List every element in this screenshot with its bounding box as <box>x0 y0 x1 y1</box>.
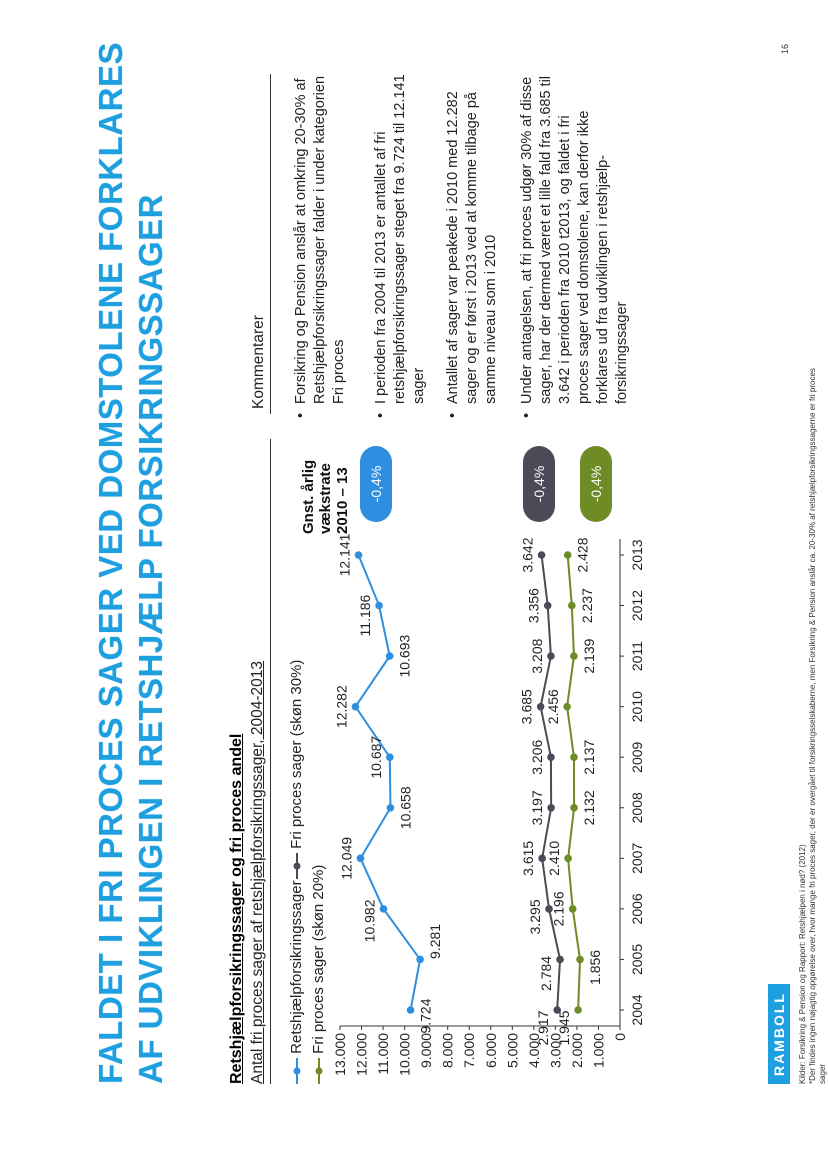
data-label: 2.137 <box>580 739 597 775</box>
y-tick-label: 9.000 <box>418 1033 435 1069</box>
x-tick-label: 2006 <box>629 893 645 925</box>
x-tick-label: 2009 <box>629 741 645 773</box>
growth-header: Gnst. årlig vækstrate 2010 – 13 <box>300 459 351 534</box>
data-point <box>574 1006 582 1014</box>
slide-title-line2: AF UDVIKLINGEN I RETSHJÆLP FORSIKRINGSSAGER <box>132 194 169 1084</box>
data-point <box>563 703 571 711</box>
legend-label-fri20: Fri proces sager (skøn 20%) <box>310 864 327 1054</box>
data-label: 2.139 <box>580 638 597 674</box>
footnote-note-end: sager <box>818 1063 827 1084</box>
growth-pill-fri20 <box>580 446 612 522</box>
page-number: 16 <box>780 43 790 54</box>
legend-marker-blue <box>291 1058 303 1084</box>
data-label: 3.197 <box>529 790 546 826</box>
data-label: 12.141 <box>336 533 353 577</box>
data-point <box>355 551 363 559</box>
data-label: 2.428 <box>574 537 591 573</box>
section-title: Retshjælpforsikringssager og fri proces andel <box>228 733 245 1084</box>
comment-1: • Forsikring og Pension anslår at omkring 20-30% af Retshjælpforsikringssager falder i under kategorien Fri proces <box>292 74 349 404</box>
data-label: 3.642 <box>519 537 536 573</box>
data-label: 12.049 <box>338 836 355 880</box>
data-label: 9.281 <box>427 923 444 959</box>
growth-value-fri30: -0,4% <box>531 465 547 503</box>
data-point <box>569 905 577 913</box>
x-tick-label: 2011 <box>629 641 645 672</box>
y-tick-label: 10.000 <box>396 1033 413 1076</box>
data-point <box>537 703 545 711</box>
data-point <box>547 753 555 761</box>
data-point <box>538 855 546 863</box>
data-label: 10.658 <box>397 786 414 830</box>
legend-label-retshjaelp: Retshjælpforsikringssager <box>288 880 305 1054</box>
data-label: 2.132 <box>581 790 598 826</box>
data-point <box>556 956 564 964</box>
data-label: 3.206 <box>528 739 545 775</box>
data-label: 2.917 <box>535 1010 552 1046</box>
data-label: 10.693 <box>396 634 413 678</box>
chart-subtitle: Antal fri proces sager af retshjælpforsikringssager, 2004-2013 <box>249 660 266 1084</box>
legend-marker-green <box>313 1058 325 1084</box>
data-point <box>544 602 552 610</box>
y-tick-label: 4.000 <box>525 1033 542 1069</box>
y-tick-label: 1.000 <box>590 1033 607 1069</box>
legend-item-retshjaelp <box>288 880 305 1084</box>
data-point <box>576 956 584 964</box>
y-tick-label: 2.000 <box>568 1033 585 1069</box>
data-label: 3.356 <box>525 588 542 624</box>
data-label: 11.186 <box>357 594 374 637</box>
slide-title-line1: FALDET I FRI PROCES SAGER VED DOMSTOLENE FORKLARES <box>92 42 129 1084</box>
legend-marker-dark <box>291 853 303 879</box>
data-label: 1.856 <box>587 949 604 985</box>
data-point <box>547 804 555 812</box>
growth-value-retshjaelp: -0,4% <box>368 465 384 503</box>
chart-rule <box>270 439 271 1084</box>
legend-label-fri30: Fri proces sager (skøn 30%) <box>288 659 305 849</box>
y-tick-label: 3.000 <box>547 1033 564 1069</box>
data-label: 1.945 <box>556 1010 573 1046</box>
line-chart <box>330 524 660 1084</box>
y-tick-label: 0 <box>612 1033 628 1041</box>
growth-pill-fri30 <box>523 446 555 522</box>
data-label: 2.196 <box>550 891 567 927</box>
data-point <box>352 703 360 711</box>
data-label: 10.982 <box>361 899 378 943</box>
x-tick-label: 2005 <box>629 943 645 976</box>
data-point <box>570 753 578 761</box>
data-point <box>564 551 572 559</box>
growth-value-fri20: -0,4% <box>588 465 604 503</box>
series-line-3 <box>567 555 580 1010</box>
x-tick-label: 2013 <box>629 539 645 571</box>
x-tick-label: 2004 <box>629 994 645 1026</box>
data-label: 2.237 <box>578 588 595 624</box>
comment-4: • Under antagelsen, at fri proces udgør 30% af disse sager, har der dermed været et lille fald fra 3.685 til 3.642 i perioden fra 2010 t2013, og faldet i fri proces sager ved domstolene, kan derfor ikke forklares ud fra udviklingen i retshjælp-forsikringssager <box>518 74 632 404</box>
footnote-source: Kilder: Forsikring & Pension og Rapport: Retshjælpen i nød? (2012) <box>798 844 807 1084</box>
y-tick-label: 8.000 <box>439 1033 456 1069</box>
data-point <box>387 804 395 812</box>
data-label: 3.685 <box>518 689 535 725</box>
y-tick-label: 12.000 <box>353 1033 370 1076</box>
data-point <box>538 551 546 559</box>
data-label: 2.410 <box>546 840 563 876</box>
comment-3: • Antallet af sager var peakede i 2010 med 12.282 sager og er først i 2013 ved at komme tilbage på samme niveau som i 2010 <box>444 74 501 404</box>
y-tick-label: 6.000 <box>482 1033 499 1069</box>
data-point <box>386 652 394 660</box>
data-point <box>570 652 578 660</box>
data-label: 2.784 <box>538 955 555 991</box>
data-label: 12.282 <box>333 685 350 729</box>
data-point <box>380 905 388 913</box>
x-tick-label: 2012 <box>629 589 645 622</box>
data-point <box>564 855 572 863</box>
data-point <box>375 602 383 610</box>
data-point <box>570 804 578 812</box>
x-tick-label: 2010 <box>629 691 645 723</box>
data-point <box>357 855 365 863</box>
growth-pill-retshjaelp <box>360 446 392 522</box>
y-tick-label: 13.000 <box>332 1033 348 1076</box>
data-label: 9.724 <box>417 998 434 1034</box>
y-tick-label: 7.000 <box>461 1033 478 1069</box>
comments-rule <box>270 74 271 414</box>
legend-item-fri20 <box>310 865 327 1084</box>
data-label: 3.615 <box>520 840 537 876</box>
comments-header: Kommentarer <box>250 315 267 409</box>
data-label: 3.295 <box>527 899 544 935</box>
data-point <box>407 1006 415 1014</box>
series-line-2 <box>541 555 563 1010</box>
y-tick-label: 5.000 <box>504 1033 521 1069</box>
y-tick-label: 11.000 <box>375 1033 392 1075</box>
data-point <box>547 652 555 660</box>
legend-item-fri30 <box>288 660 305 879</box>
x-tick-label: 2008 <box>629 792 645 824</box>
x-tick-label: 2007 <box>629 842 645 874</box>
footnote-note: *Der findes ingen nøjagtig opgørelse over, hvor mange fri proces sager, der er overgået til forsikringsselskaberne, men Forsikring & Pension anslår ca. 20-30% af retshjælpforsikringssagerne er fri proces <box>808 368 817 1084</box>
data-label: 2.456 <box>545 689 562 725</box>
data-label: 10.687 <box>367 735 384 779</box>
data-label: 3.208 <box>528 638 545 674</box>
ramboll-logo: RAMBOLL <box>768 984 790 1084</box>
data-point <box>568 602 576 610</box>
comment-2: • I perioden fra 2004 til 2013 er antallet af fri retshjælpforsikringssager steget fra 9.724 til 12.141 sager <box>372 74 429 404</box>
data-point <box>386 753 394 761</box>
data-point <box>416 956 424 964</box>
